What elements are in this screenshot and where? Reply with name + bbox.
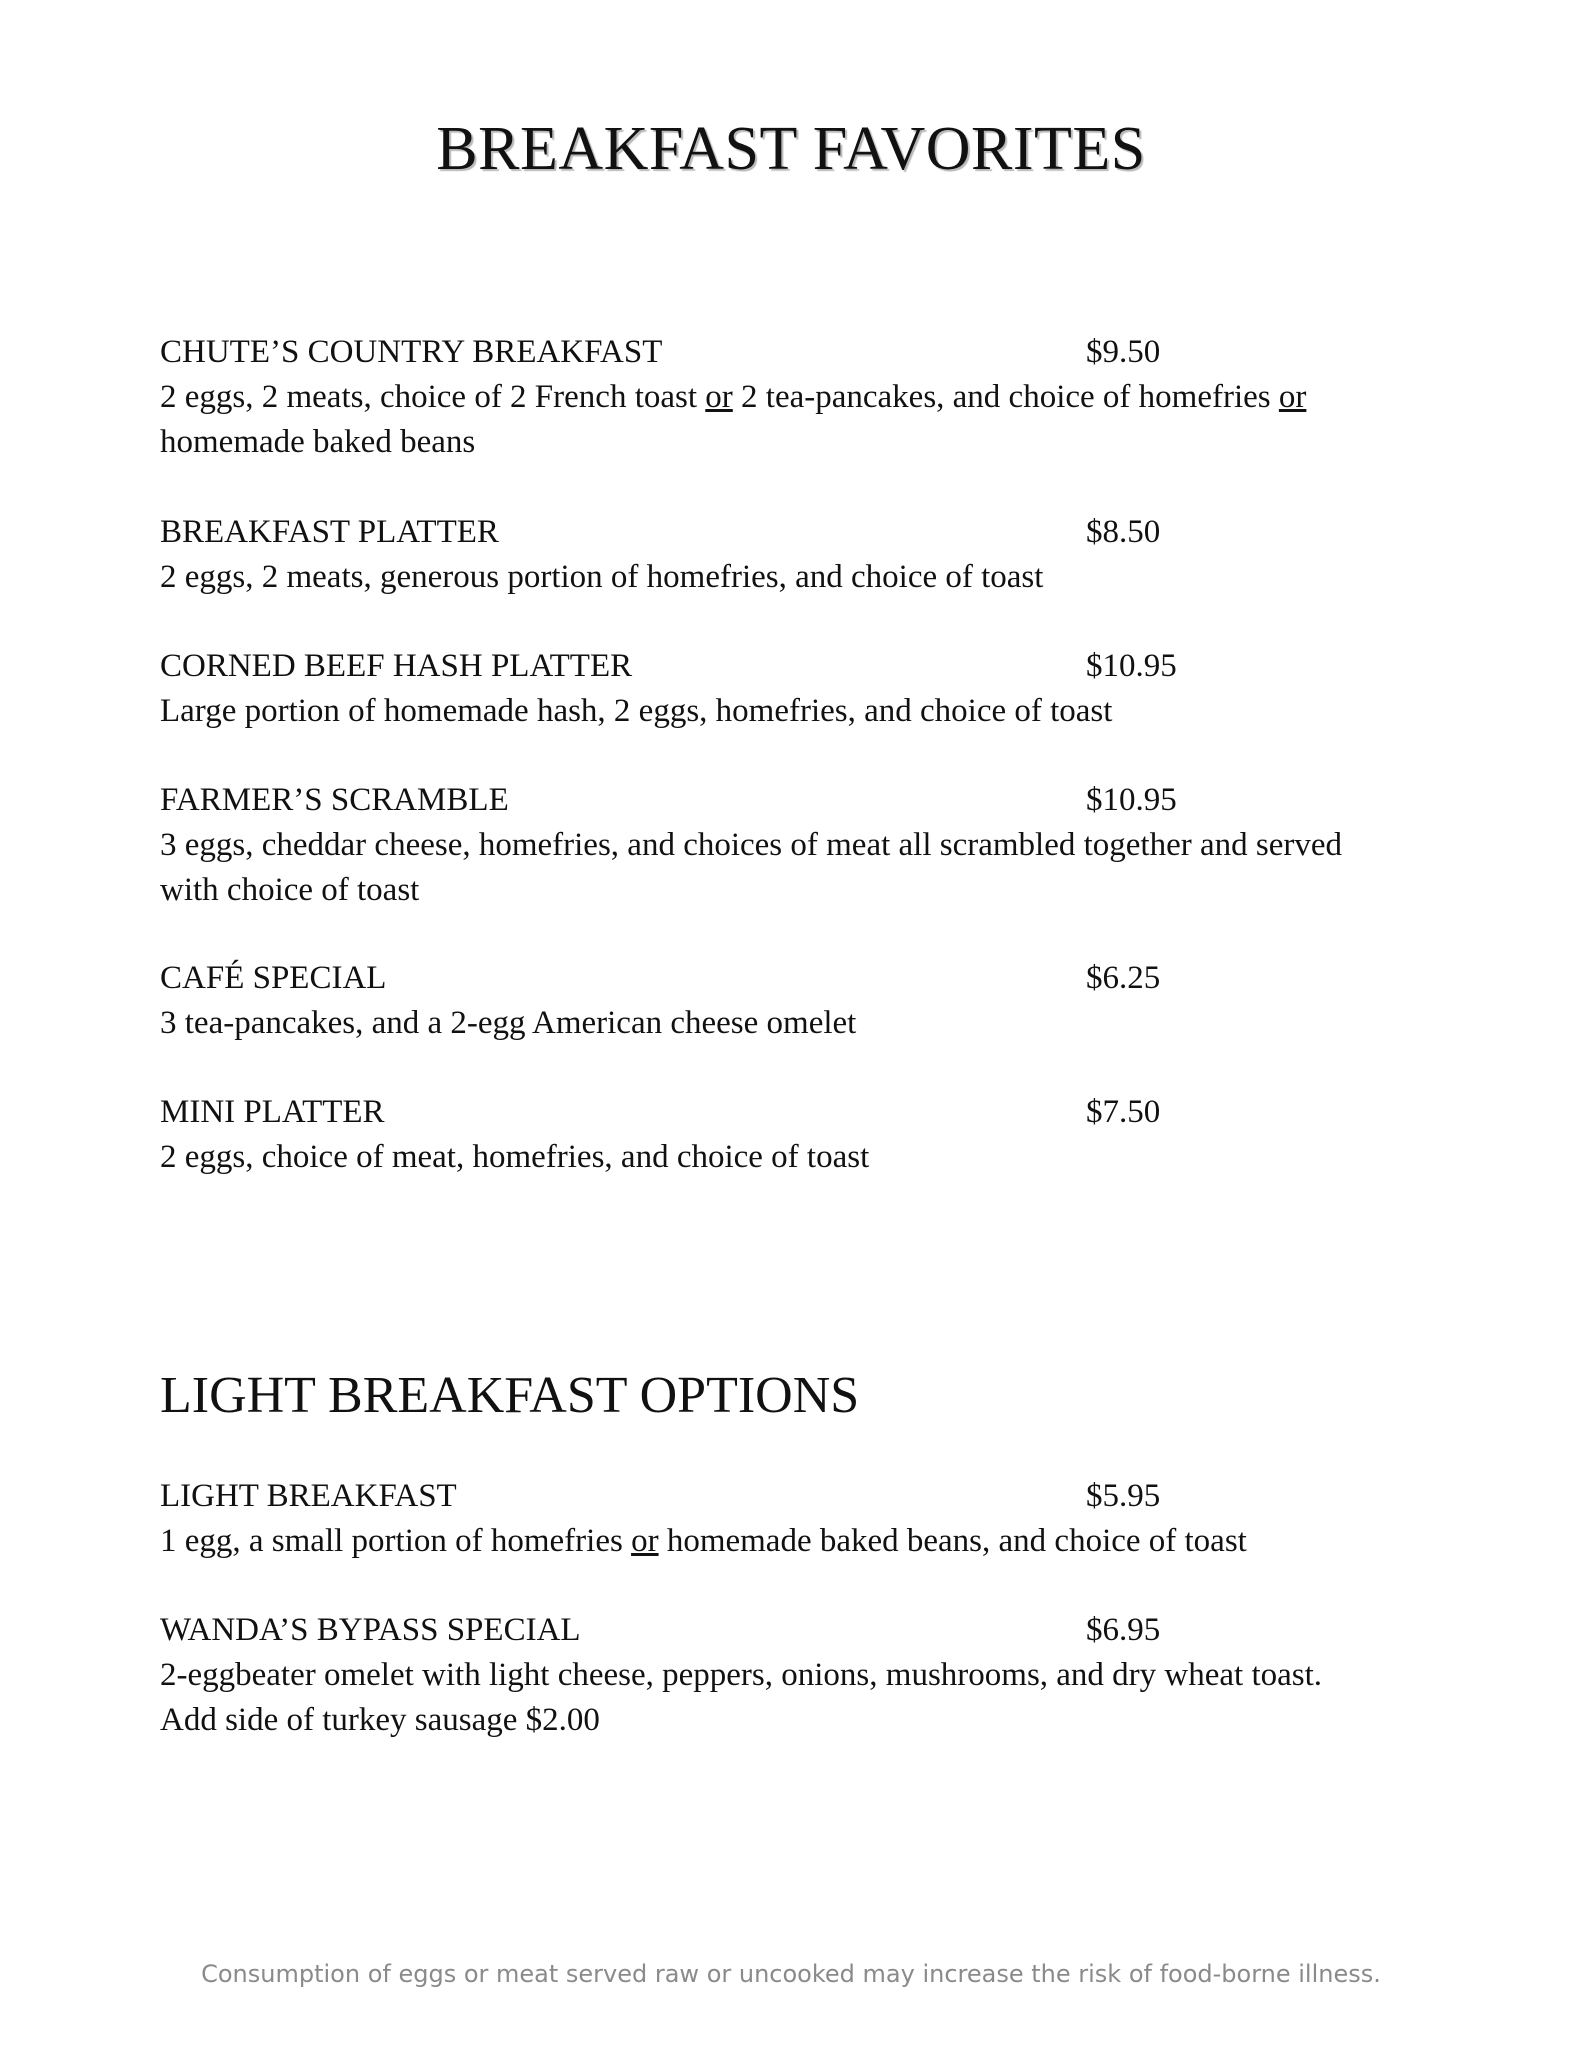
item-price: $10.95 (1086, 782, 1177, 818)
item-price: $8.50 (1086, 514, 1161, 550)
section-heading-light-breakfast: LIGHT BREAKFAST OPTIONS (160, 1367, 860, 1424)
menu-item-cafe-special (160, 956, 1400, 1046)
item-description: 2 eggs, 2 meats, generous portion of homefries, and choice of toast (160, 559, 1044, 595)
menu-item-wandas-bypass-special (160, 1608, 1400, 1743)
item-description: Large portion of homemade hash, 2 eggs, homefries, and choice of toast (160, 693, 1113, 729)
item-name: CHUTE’S COUNTRY BREAKFAST (160, 334, 663, 370)
item-price: $6.25 (1086, 960, 1161, 996)
menu-item-mini-platter (160, 1090, 1400, 1180)
item-description: 1 egg, a small portion of homefries or homemade baked beans, and choice of toast (160, 1523, 1247, 1559)
menu-item-corned-beef-hash-platter (160, 644, 1400, 734)
item-description: 3 eggs, cheddar cheese, homefries, and choices of meat all scrambled together and served with choice of toast (160, 827, 1343, 908)
page-title: BREAKFAST FAVORITES (436, 115, 1146, 183)
item-name: BREAKFAST PLATTER (160, 514, 499, 550)
menu-item-chutes-country-breakfast (160, 330, 1400, 465)
item-name: FARMER’S SCRAMBLE (160, 782, 509, 818)
footer-disclaimer: Consumption of eggs or meat served raw or uncooked may increase the risk of food-borne illness. (201, 1960, 1381, 1988)
item-price: $5.95 (1086, 1478, 1161, 1514)
item-description: 2 eggs, choice of meat, homefries, and choice of toast (160, 1139, 870, 1175)
item-price: $6.95 (1086, 1612, 1161, 1648)
item-description: 2 eggs, 2 meats, choice of 2 French toast or 2 tea-pancakes, and choice of homefries or homemade baked beans (160, 379, 1307, 460)
item-description: 2-eggbeater omelet with light cheese, peppers, onions, mushrooms, and dry wheat toast. (160, 1657, 1323, 1693)
item-name: LIGHT BREAKFAST (160, 1478, 457, 1514)
item-price: $10.95 (1086, 648, 1177, 684)
item-price: $7.50 (1086, 1094, 1161, 1130)
item-name: CORNED BEEF HASH PLATTER (160, 648, 633, 684)
menu-item-farmers-scramble (160, 778, 1400, 913)
item-addon: Add side of turkey sausage $2.00 (160, 1702, 600, 1738)
item-description: 3 tea-pancakes, and a 2-egg American cheese omelet (160, 1005, 857, 1041)
item-price: $9.50 (1086, 334, 1161, 370)
item-name: MINI PLATTER (160, 1094, 385, 1130)
item-name: CAFÉ SPECIAL (160, 960, 387, 996)
menu-item-light-breakfast (160, 1474, 1400, 1564)
menu-item-breakfast-platter (160, 510, 1400, 600)
item-name: WANDA’S BYPASS SPECIAL (160, 1612, 581, 1648)
